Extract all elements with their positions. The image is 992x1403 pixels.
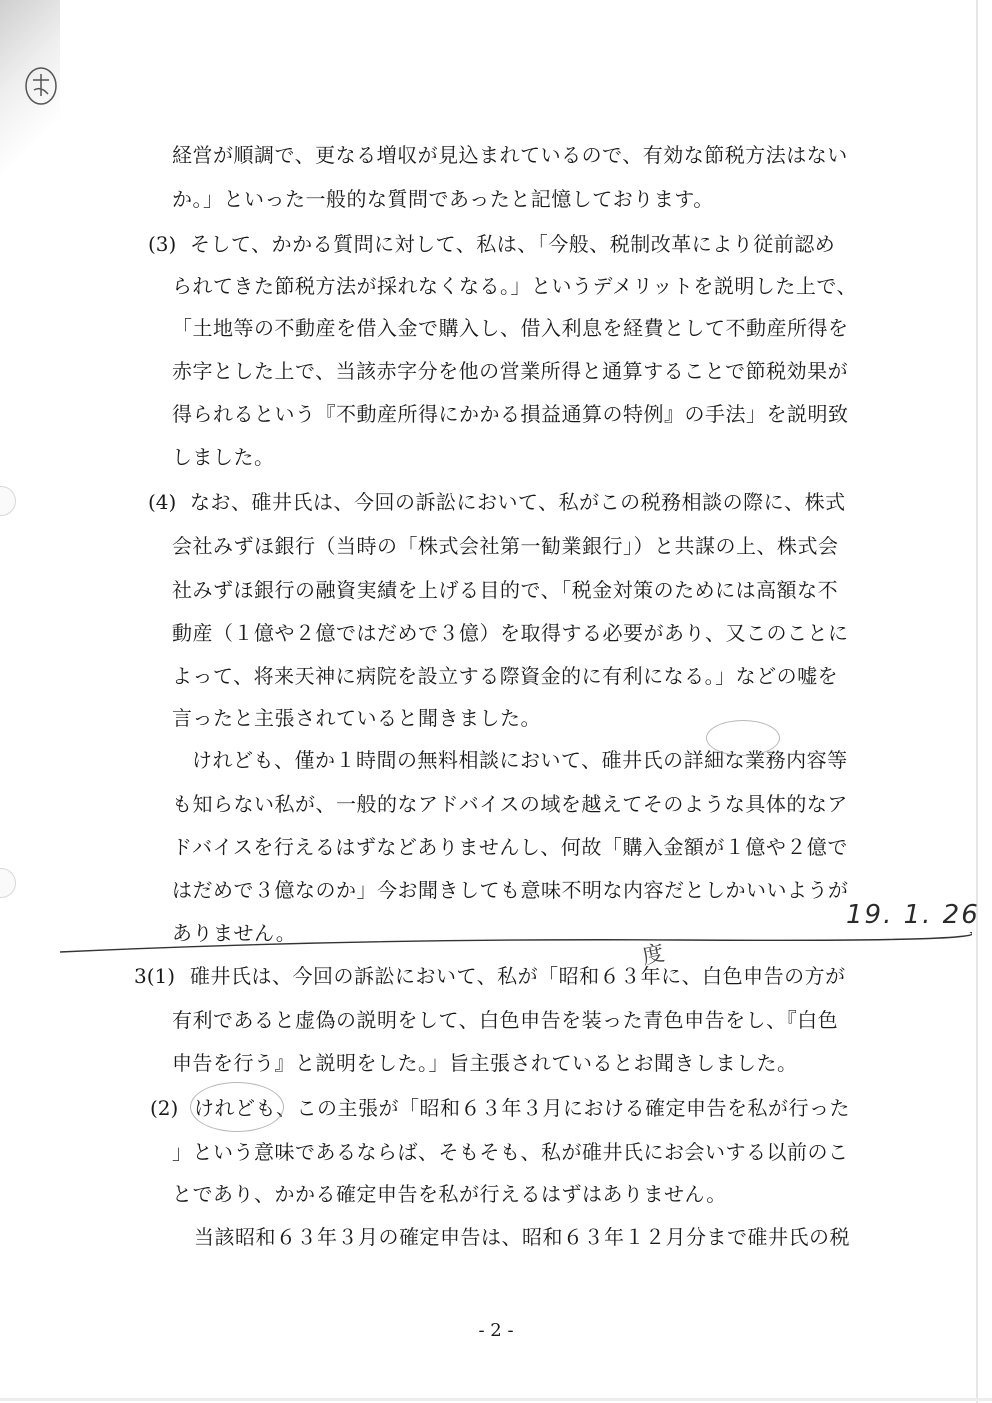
text-line: 社みずほ銀行の融資実績を上げる目的で、「税金対策のためには高額な不 (172, 578, 839, 602)
handwritten-circle (706, 720, 780, 756)
text-line: 会社みずほ銀行（当時の「株式会社第一勧業銀行」）と共謀の上、株式会 (172, 534, 839, 558)
text-line: ありません。 (172, 921, 297, 945)
text-line: 」という意味であるならば、そもそも、私が碓井氏にお会いする以前のこ (172, 1140, 849, 1164)
text-line: けれども、僅か１時間の無料相談において、碓井氏の詳細な業務内容等 (192, 748, 848, 772)
page-edge-right (976, 0, 978, 1403)
seal-stamp-icon (24, 66, 58, 106)
item-marker: (4) (148, 490, 177, 514)
text-line: られてきた節税方法が採れなくなる。」というデメリットを説明した上で、 (172, 274, 857, 298)
page-number: - 2 - (478, 1320, 514, 1341)
item-marker: 3(1) (134, 964, 176, 988)
item-marker: (2) (150, 1096, 179, 1120)
text-line: 経営が順調で、更なる増収が見込まれているので、有効な節税方法はない (172, 143, 848, 167)
text-line: そして、かかる質問に対して、私は、「今般、税制改革により従前認め (190, 232, 836, 256)
text-line: 当該昭和６３年３月の確定申告は、昭和６３年１２月分まで碓井氏の税 (194, 1225, 850, 1249)
text-line: か。」といった一般的な質問であったと記憶しております。 (172, 187, 714, 211)
punch-hole (0, 486, 16, 516)
text-line: なお、碓井氏は、今回の訴訟において、私がこの税務相談の際に、株式 (190, 490, 846, 514)
text-line: 申告を行う』と説明をした。」旨主張されているとお聞きしました。 (172, 1051, 798, 1075)
text-line: とであり、かかる確定申告を私が行えるはずはありません。 (172, 1182, 727, 1206)
punch-hole (0, 868, 16, 898)
text-line: しました。 (172, 445, 275, 469)
page-edge-bottom (0, 1398, 992, 1401)
text-line: 動産（１億や２億ではだめで３億）を取得する必要があり、又このことに (172, 621, 849, 645)
handwritten-date: 19. 1. 26 (846, 900, 980, 930)
text-line: 碓井氏は、今回の訴訟において、私が「昭和６３年に、白色申告の方が (190, 964, 846, 988)
handwritten-stroke (60, 932, 972, 958)
text-line: はだめで３億なのか」今お聞きしても意味不明な内容だとしかいいようが (172, 878, 849, 902)
handwritten-circle (190, 1082, 284, 1132)
handwritten-annotation: 度 (640, 940, 667, 970)
text-line: 言ったと主張されていると聞きました。 (172, 706, 541, 730)
text-line: 赤字とした上で、当該赤字分を他の営業所得と通算することで節税効果が (172, 359, 849, 383)
text-line: 「土地等の不動産を借入金で購入し、借入利息を経費として不動産所得を (172, 316, 849, 340)
text-line: も知らない私が、一般的なアドバイスの域を越えてそのような具体的なア (172, 792, 848, 816)
text-line: けれども、この主張が「昭和６３年３月における確定申告を私が行った (194, 1096, 850, 1120)
item-marker: (3) (148, 232, 177, 256)
text-line: よって、将来天神に病院を設立する際資金的に有利になる。」などの嘘を (172, 664, 839, 688)
text-line: 得られるという『不動産所得にかかる損益通算の特例』の手法」を説明致 (172, 402, 849, 426)
text-line: 有利であると虚偽の説明をして、白色申告を装った青色申告をし、『白色 (172, 1008, 839, 1032)
text-line: ドバイスを行えるはずなどありませんし、何故「購入金額が１億や２億で (172, 835, 848, 859)
